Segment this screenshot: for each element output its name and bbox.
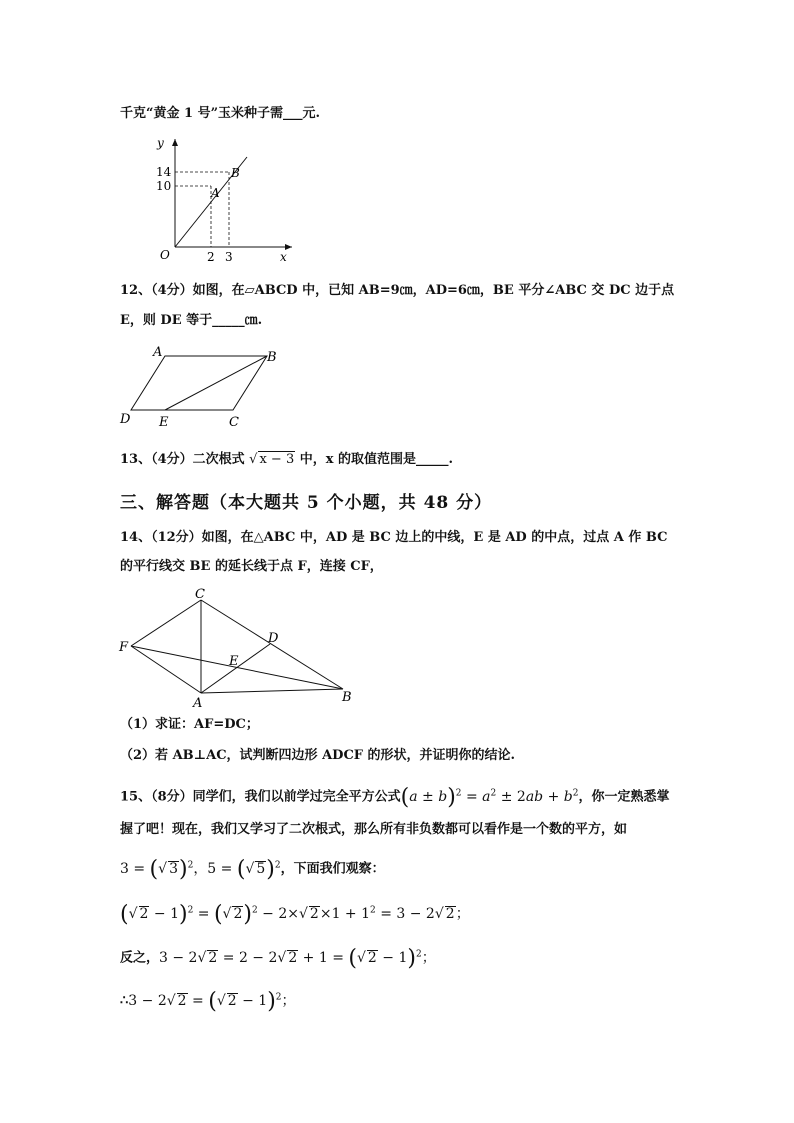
q13-prefix: 13、（4分）二次根式 [120, 452, 250, 467]
q12-parallelogram [115, 342, 290, 430]
x-tick-3: 3 [225, 250, 233, 264]
y-axis-label: y [157, 136, 164, 150]
q15-line1-suffix: ，你一定熟悉掌 [578, 789, 670, 805]
vertex-e: E [159, 415, 169, 430]
q15-line4 [120, 897, 470, 928]
q14-part1: （1）求证：AF=DC； [120, 717, 259, 732]
q13-text [120, 450, 453, 470]
q14-line2: 的平行线交 BE 的延长线于点 F，连接 CF， [120, 559, 383, 574]
q11-graph [150, 135, 300, 265]
q15-line5 [120, 941, 436, 972]
reverse-eq: 3 − 2√ 2 = 2 − 2√ 2 + 1 = (√ 2 − 1)$^2$； [159, 945, 436, 971]
vertex-b: B [267, 350, 277, 365]
q15-line3-suffix: ，下面我们观察： [280, 861, 385, 877]
q14-line1: 14、（12分）如图，在△ABC 中，AD 是 BC 边上的中线，E 是 AD 的中点，过点 A 作 BC [120, 530, 668, 545]
q15-line3 [120, 852, 385, 883]
q15-line1-prefix: 15、（8分）同学们，我们以前学过完全平方公式 [120, 789, 401, 805]
expansion-eq: (√ 2 − 1)$^2$ = (√ 2)$^2$ − 2×√ $2\times 1 + 1^2 = 3 - 2√$ 2； [120, 901, 470, 927]
vertex-a: A [193, 696, 203, 710]
x-axis-label: x [280, 250, 287, 264]
vertex-a: A [153, 345, 163, 360]
vertex-d: D [268, 631, 279, 646]
vertex-e: E [229, 654, 239, 669]
sqrt-sign: √ [249, 452, 258, 467]
vertex-d: D [120, 412, 131, 427]
vertex-f: F [119, 640, 129, 655]
conclusion-eq: 3 − 2√ 2 = (√ 2 − 1)$^2$； [128, 988, 296, 1014]
example-3: 3 = (√ 3)$^2$，5 = (√ 5)$^2$ [120, 856, 281, 882]
vertex-c: C [229, 415, 239, 430]
formula-square: $(a \pm b)^2 = a^2 \pm 2ab + b^2$ [400, 784, 579, 810]
q15-line6 [120, 984, 296, 1015]
x-tick-2: 2 [207, 250, 215, 264]
y-tick-10: 10 [156, 179, 172, 193]
q15-line5-prefix: 反之， [120, 950, 160, 966]
q15-line2: 握了吧！现在，我们又学习了二次根式，那么所有非负数都可以看作是一个数的平方，如 [120, 822, 628, 837]
point-a-label: A [211, 186, 220, 200]
therefore-symbol: ∴ [120, 993, 129, 1009]
q11-text: 千克“黄金 1 号”玉米种子需___元. [120, 106, 321, 121]
vertex-b: B [342, 690, 352, 705]
origin-label: O [160, 248, 170, 262]
vertex-c: C [195, 587, 205, 602]
q15-line1 [120, 783, 669, 808]
y-tick-14: 14 [156, 165, 172, 179]
point-b-label: B [231, 166, 240, 180]
section-title: 三、解答题（本大题共 5 个小题，共 48 分） [120, 493, 493, 513]
q14-triangle [115, 585, 360, 710]
q13-suffix: 中，x 的取值范围是_____. [295, 452, 454, 467]
q14-part2: （2）若 AB⊥AC，试判断四边形 ADCF 的形状，并证明你的结论. [120, 748, 516, 763]
q13-radicand: x − 3 [259, 452, 295, 467]
q12-line1: 12、（4分）如图，在▱ABCD 中，已知 AB=9㎝，AD=6㎝，BE 平分∠ABC 交 DC 边于点 [120, 283, 675, 298]
q12-line2: E，则 DE 等于_____㎝. [120, 313, 263, 328]
